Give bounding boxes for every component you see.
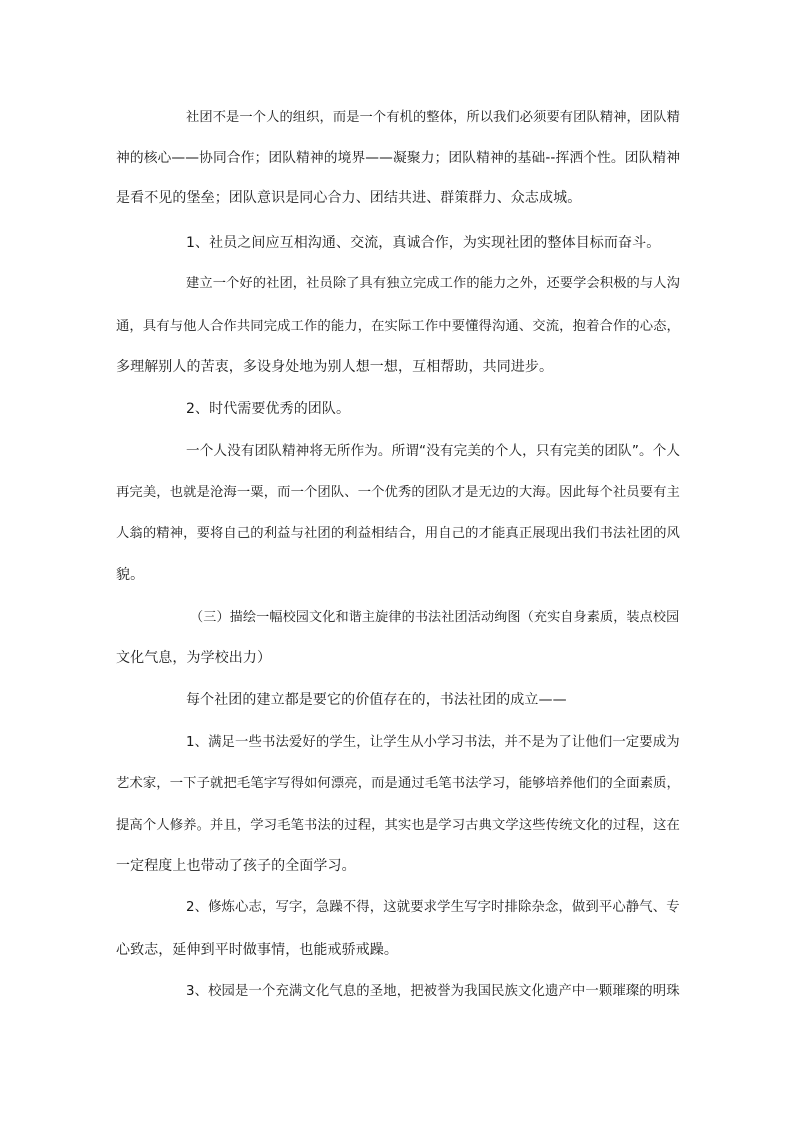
text-line: 2、时代需要优秀的团队。 — [186, 401, 351, 417]
text-line: 1、满足一些书法爱好的学生，让学生从小学习书法，并不是为了让他们一定要成为 — [186, 735, 680, 750]
text-line: 文化气息，为学校出力） — [116, 650, 272, 666]
text-line: 1、社员之间应互相沟通、交流，真诚合作，为实现社团的整体目标而奋斗。 — [186, 235, 661, 251]
text-line: 神的核心——协同合作；团队精神的境界——凝聚力；团队精神的基础--挥洒个性。团队精神 — [116, 150, 681, 166]
text-line: 3、校园是一个充满文化气息的圣地，把被誉为我国民族文化遗产中一颗璀璨的明珠 — [186, 984, 680, 999]
text-line: 一个人没有团队精神将无所作为。所谓“没有完美的个人，只有完美的团队”。个人 — [186, 443, 681, 459]
text-line: 是看不见的堡垒；团队意识是同心合力、团结共进、群策群力、众志成城。 — [116, 190, 582, 206]
text-line: 貌。 — [116, 567, 145, 583]
text-line: 人翁的精神，要将自己的利益与社团的利益相结合，用自己的才能真正展现出我们书法社团的风 — [116, 526, 680, 541]
text-line: 通，具有与他人合作共同完成工作的能力，在实际工作中要懂得沟通、交流，抱着合作的心态， — [116, 319, 680, 334]
text-line: 社团不是一个人的组织，而是一个有机的整体，所以我们必须要有团队精神，团队精 — [186, 110, 680, 125]
text-line: 一定程度上也带动了孩子的全面学习。 — [116, 858, 356, 874]
text-line: 艺术家，一下子就把毛笔字写得如何漂亮，而是通过毛笔书法学习，能够培养他们的全面素质， — [116, 776, 680, 791]
text-line: 提高个人修养。并且，学习毛笔书法的过程，其实也是学习古典文学这些传统文化的过程，这在 — [116, 818, 680, 833]
text-line: 建立一个好的社团，社员除了具有独立完成工作的能力之外，还要学会积极的与人沟 — [186, 276, 680, 291]
text-line: 再完美，也就是沧海一粟，而一个团队、一个优秀的团队才是无边的大海。因此每个社员要有主 — [116, 485, 680, 500]
text-line: 2、修炼心志，写字，急躁不得，这就要求学生写字时排除杂念，做到平心静气、专 — [186, 900, 680, 915]
text-line: 心致志，延伸到平时做事情，也能戒骄戒躁。 — [116, 942, 398, 958]
section-heading: （三）描绘一幅校园文化和谐主旋律的书法社团活动绚图（充实自身素质，装点校园 — [190, 610, 680, 625]
text-line: 多理解别人的苦衷，多设身处地为别人想一想，互相帮助，共同进步。 — [116, 359, 554, 375]
text-line: 每个社团的建立都是要它的价值存在的，书法社团的成立—— — [186, 692, 567, 708]
